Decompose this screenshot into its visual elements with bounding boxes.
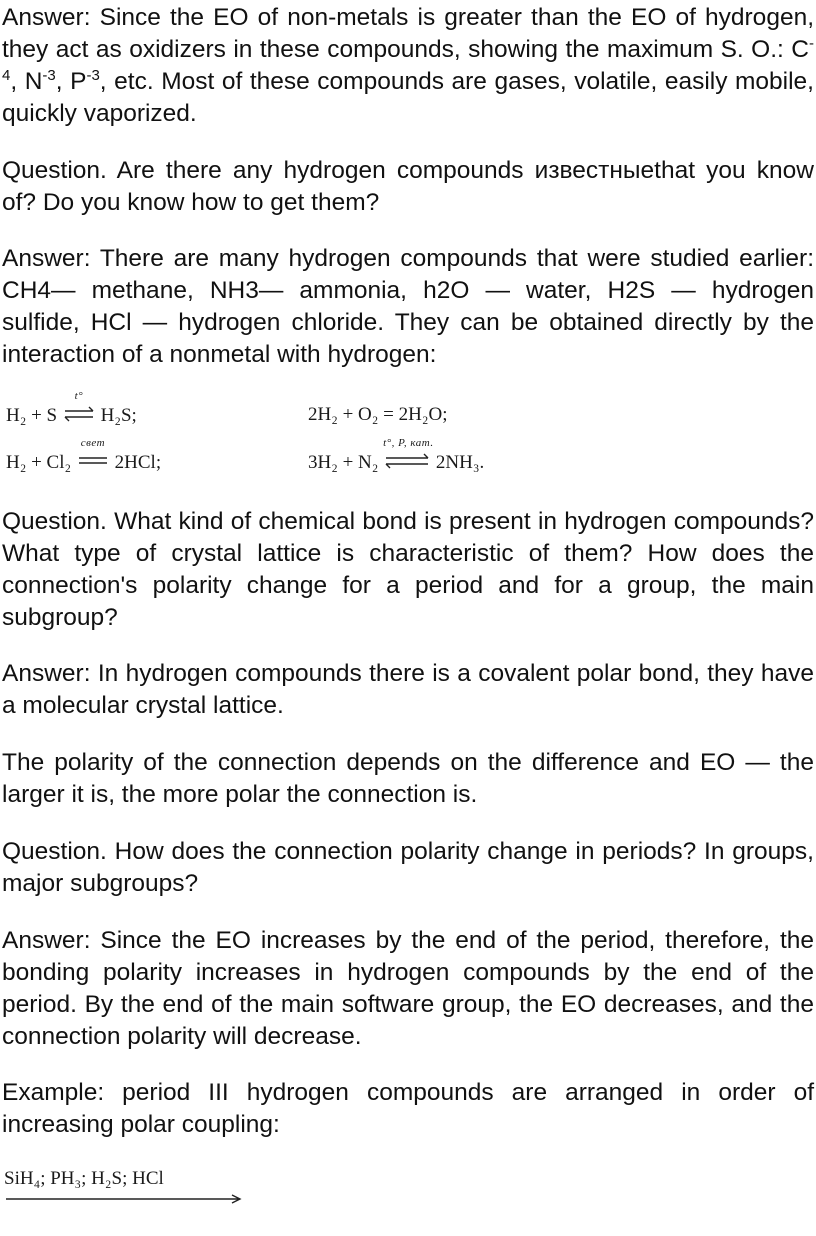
reversible-arrow-icon: t°, P, кат. <box>383 451 431 471</box>
series-compounds: SiH₄; PH₃; H₂S; HCl <box>4 1168 164 1189</box>
paragraph-answer-polarity-change: Answer: Since the EO increases by the end of the period, therefore, the bonding polarity increases in hydrogen compounds by the end of the period. By the end of the main software group, the EO decreases, and the connection polarity will decrease. <box>2 927 814 1050</box>
paragraph-question-polarity-change: Question. How does the connection polarity change in periods? In groups, major subgroups? <box>2 838 814 897</box>
paragraph-answer-covalent: Answer: In hydrogen compounds there is a covalent polar bond, they have a molecular crystal lattice. <box>2 660 814 719</box>
paragraph-polarity-dependence: The polarity of the connection depends on the difference and EO — the larger it is, the more polar the connection is. <box>2 749 814 808</box>
equals-arrow-icon: свет <box>76 451 110 471</box>
paragraph-question-known-compounds: Question. Are there any hydrogen compounds известныеthat you know of? Do you know how to get them? <box>2 157 814 216</box>
reversible-arrow-icon: t° <box>62 404 96 424</box>
polarity-series <box>4 1168 244 1206</box>
increasing-arrow-icon <box>4 1192 244 1206</box>
equation-ammonia: 3H₂ + N₂ t°, P, кат. 2NH₃. <box>308 437 485 473</box>
equation-hcl: H₂ + Cl₂ свет 2HCl; <box>6 437 162 473</box>
equation-h2s: H₂ + S t° H₂S; <box>6 390 137 426</box>
paragraph-example-period-iii: Example: period III hydrogen compounds are arranged in order of increasing polar coupling: <box>2 1079 814 1138</box>
paragraph-answer-examples: Answer: There are many hydrogen compounds that were studied earlier: CH4— methane, NH3— ammonia, h2O — water, H2S — hydrogen sulfide, HCl — hydrogen chloride. They can be obtained directly by the interaction of a nonmetal with hydrogen: <box>2 245 814 368</box>
paragraph-answer-oxidizers: Answer: Since the EO of non-metals is greater than the EO of hydrogen, they act as oxidizers in these compounds, showing the maximum S. O.: $C^{-4}$, $N^{-3}$, $P^{-3}$, etc. Most of these compounds are gases, volatile, easily mobile, quickly vaporized. <box>2 4 814 127</box>
paragraph-question-bond-type: Question. What kind of chemical bond is present in hydrogen compounds? What type of crystal lattice is characteristic of them? How does the connection's polarity change for a period and for a group, the main subgroup? <box>2 508 814 631</box>
equation-water: 2H₂ + O₂ = 2H₂O; <box>308 404 448 425</box>
